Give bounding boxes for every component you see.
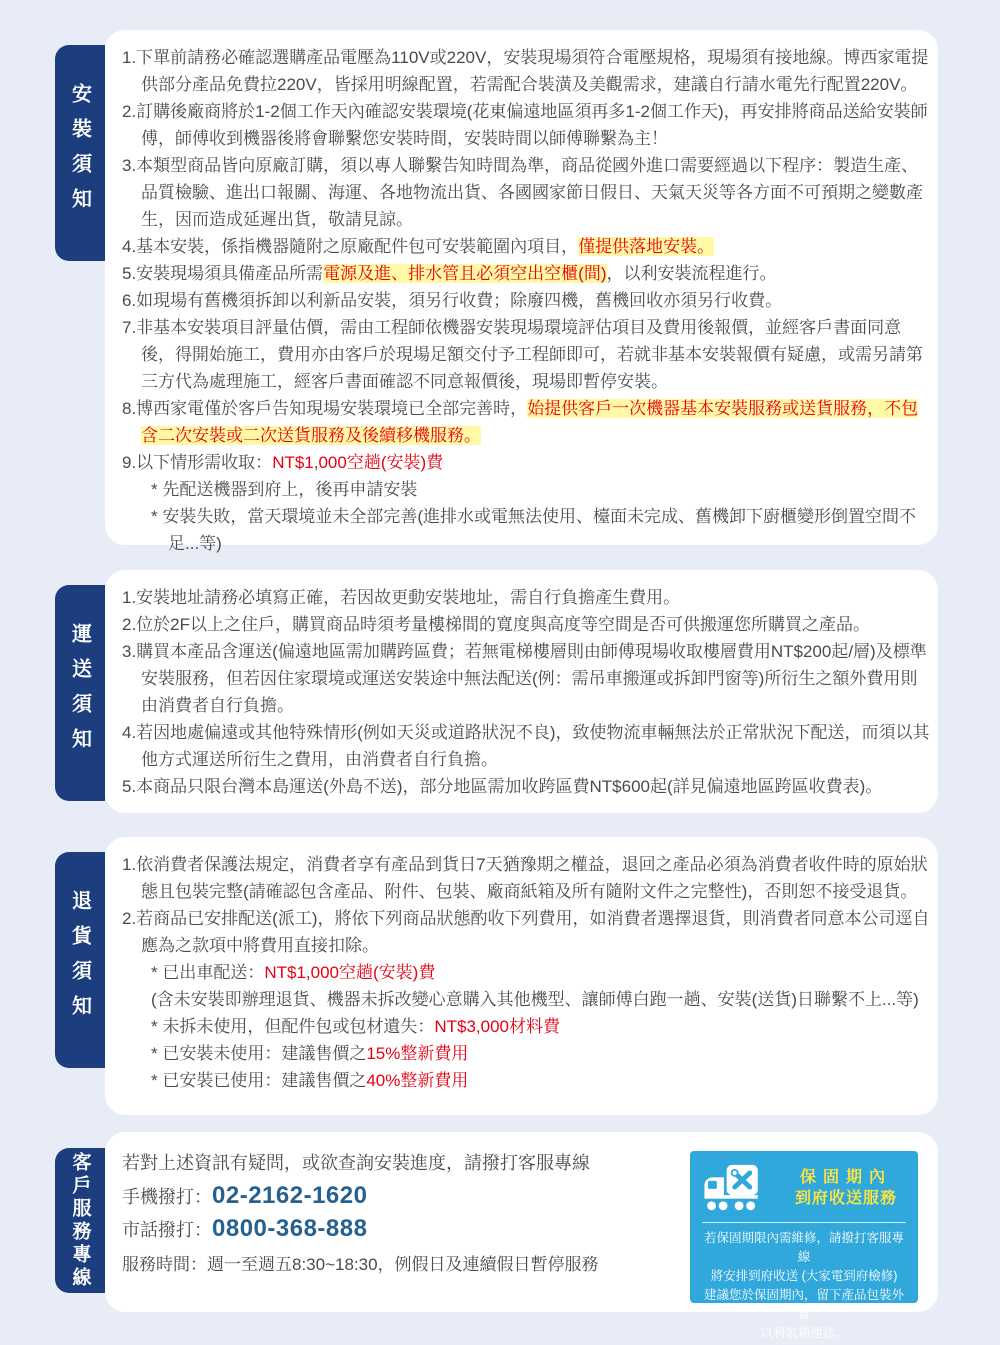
notice-text: 5.本商品只限台灣本島運送(外島不送)，部分地區需加收跨區費NT$600起(詳見偏遠地區跨區收費表)。 [122,777,883,796]
notice-text: 1.安裝地址請務必填寫正確，若因故更動安裝地址，需自行負擔產生費用。 [122,588,681,607]
notice-text-hl: 始提供客戶一次機器基本安裝服務或送貨服務，不包含二次安裝或二次送貨服務及後續移機服務。 [141,399,919,445]
notice-text-red: NT$3,000材料費 [434,1017,561,1036]
service-intro-text: 若對上述資訊有疑問，或欲查詢安裝進度，請撥打客服專線 [122,1153,590,1173]
notice-text: 8.博西家電僅於客戶告知現場安裝環境已全部完善時， [122,399,528,418]
truck-with-tools-icon [698,1161,782,1215]
notice-row [122,287,930,314]
notice-text: 5.安裝現場須具備產品所需 [122,264,324,283]
notice-row [122,395,930,449]
warranty-body-line: 建議您於保固期內，留下產品包裝外盒 [703,1288,904,1321]
notice-row [122,98,930,152]
notice-text-red: 40%整新費用 [366,1071,469,1090]
warranty-divider [702,1222,906,1223]
card-return-notice [105,837,938,1115]
notice-text-red: NT$1,000空趟(安裝)費 [264,963,436,982]
notice-text: 9.以下情形需收取： [122,453,273,472]
notice-row [122,476,930,503]
notice-row [122,314,930,395]
warranty-header [698,1161,910,1215]
notice-text-hl: 僅提供落地安裝。 [578,237,715,256]
notice-row [122,449,930,476]
notice-row [122,638,930,719]
notice-row [122,959,930,986]
notice-text: * 先配送機器到府上，後再申請安裝 [151,480,418,499]
notice-row [122,1067,930,1094]
service-hours-value: 週一至週五8:30~18:30，例假日及連續假日暫停服務 [207,1255,599,1274]
notice-row [122,260,930,287]
notice-text: 3.購買本產品含運送(偏遠地區需加購跨區費；若無電梯樓層則由師傅現場收取樓層費用NT$200起/層)及標準安裝服務，但若因住家環境或運送安裝途中無法配送(例：需吊車搬運或拆卸門窗等)所衍生之額外費用則由消費者自行負擔。 [122,642,927,715]
notice-text-red: 15%整新費用 [366,1044,469,1063]
notice-text: 1.依消費者保護法規定，消費者享有產品到貨日7天猶豫期之權益，退回之產品必須為消費者收件時的原始狀態且包裝完整(請確認包含產品、附件、包裝、廠商紙箱及所有隨附文件之完整性)，否則恕不接受退貨。 [122,855,928,901]
notice-text: ，以利安裝流程進行。 [606,264,777,283]
notice-text: 3.本類型商品皆向原廠訂購，須以專人聯繫告知時間為準，商品從國外進口需要經過以下程序：製造生產、品質檢驗、進出口報關、海運、各地物流出貨、各國國家節日假日、天氣天災等各方面不可預期之變數產生，因而造成延遲出貨，敬請見諒。 [122,156,923,229]
warranty-title [782,1167,910,1209]
warranty-body-line: 將安排到府收送 (大家電到府檢修) [710,1269,898,1283]
card-customer-service [105,1132,938,1340]
card-installation-notice [105,30,938,553]
notice-row [122,851,930,905]
tab-shipping-notice: 運送須知 [55,585,105,801]
warranty-body-line: 若保固期限內需維修，請撥打客服專線 [703,1231,904,1264]
notice-row [122,503,930,557]
notice-text: 2.訂購後廠商將於1-2個工作天內確認安裝環境(花東偏遠地區須再多1-2個工作天)，再安排將商品送給安裝師傅，師傅收到機器後將會聯繫您安裝時間，安裝時間以師傅聯繫為主！ [122,102,928,148]
notice-text: 4.若因地處偏遠或其他特殊情形(例如天災或道路狀況不良)，致使物流車輛無法於正常狀況下配送，而須以其他方式運送所衍生之費用，由消費者自行負擔。 [122,723,930,769]
warranty-body [698,1229,910,1343]
notice-text: (含未安裝即辦理退貨、機器未拆改變心意購入其他機型、讓師傅白跑一趟、安裝(送貨)日聯繫不上...等) [151,990,919,1009]
notice-text: 7.非基本安裝項目評量估價，需由工程師依機器安裝現場環境評估項目及費用後報價，並經客戶書面同意後，得開始施工，費用亦由客戶於現場足額交付予工程師即可，若就非基本安裝報價有疑慮，或需另請第三方代為處理施工，經客戶書面確認不同意報價後，現場即暫停安裝。 [122,318,923,391]
notice-row [122,233,930,260]
notice-text: * 未拆未使用，但配件包或包材遺失： [151,1017,435,1036]
service-tel-label: 市話撥打： [122,1220,212,1240]
notice-row [122,1013,930,1040]
tab-installation-notice: 安裝須知 [55,45,105,261]
notice-text: * 已出車配送： [151,963,265,982]
notice-text-red: NT$1,000空趟(安裝)費 [272,453,444,472]
notice-row [122,773,930,800]
notice-row [122,905,930,959]
warranty-title-line2: 到府收送服務 [794,1190,897,1207]
notice-text: 4.基本安裝，係指機器隨附之原廠配件包可安裝範圍內項目， [122,237,579,256]
service-mobile-number: 02-2162-1620 [212,1182,368,1209]
card-shipping-notice [105,570,938,813]
service-mobile-label: 手機撥打： [122,1187,212,1207]
notice-row [122,1040,930,1067]
notice-row [122,986,930,1013]
service-hours-label: 服務時間： [122,1255,207,1274]
notice-row [122,152,930,233]
notice-text: 2.若商品已安排配送(派工)，將依下列商品狀態酌收下列費用，如消費者選擇退貨，則消費者同意本公司逕自應為之款項中將費用直接扣除。 [122,909,930,955]
notice-row [122,44,930,98]
notice-text: * 安裝失敗，當天環境並未全部完善(進排水或電無法使用、檯面未完成、舊機卸下廚櫃變形倒置空間不足...等) [151,507,916,553]
tab-return-notice: 退貨須知 [55,852,105,1068]
warranty-title-line1: 保固期內 [799,1169,892,1186]
notice-text: * 已安裝已使用：建議售價之 [151,1071,367,1090]
notice-text: 1.下單前請務必確認選購產品電壓為110V或220V，安裝現場須符合電壓規格，現場須有接地線。博西家電提供部分產品免費拉220V，皆採用明線配置，若需配合裝潢及美觀需求，建議自行請水電先行配置220V。 [122,48,929,94]
notice-text: 6.如現場有舊機須拆卸以利新品安裝，須另行收費；除廢四機，舊機回收亦須另行收費。 [122,291,783,310]
notice-row [122,611,930,638]
notice-text: 2.位於2F以上之住戶，購買商品時須考量樓梯間的寬度與高度等空間是否可供搬運您所購買之產品。 [122,615,871,634]
service-tel-number: 0800-368-888 [212,1215,368,1242]
tab-customer-service: 客戶服務專線 [55,1148,105,1293]
notice-text-hl: 電源及進、排水管且必須空出空櫃(間) [323,264,607,283]
notice-row [122,719,930,773]
notice-row [122,584,930,611]
warranty-pickup-box [690,1151,918,1340]
notice-text: * 已安裝未使用：建議售價之 [151,1044,367,1063]
warranty-body-line: 以利裝箱運送。 [760,1326,848,1340]
